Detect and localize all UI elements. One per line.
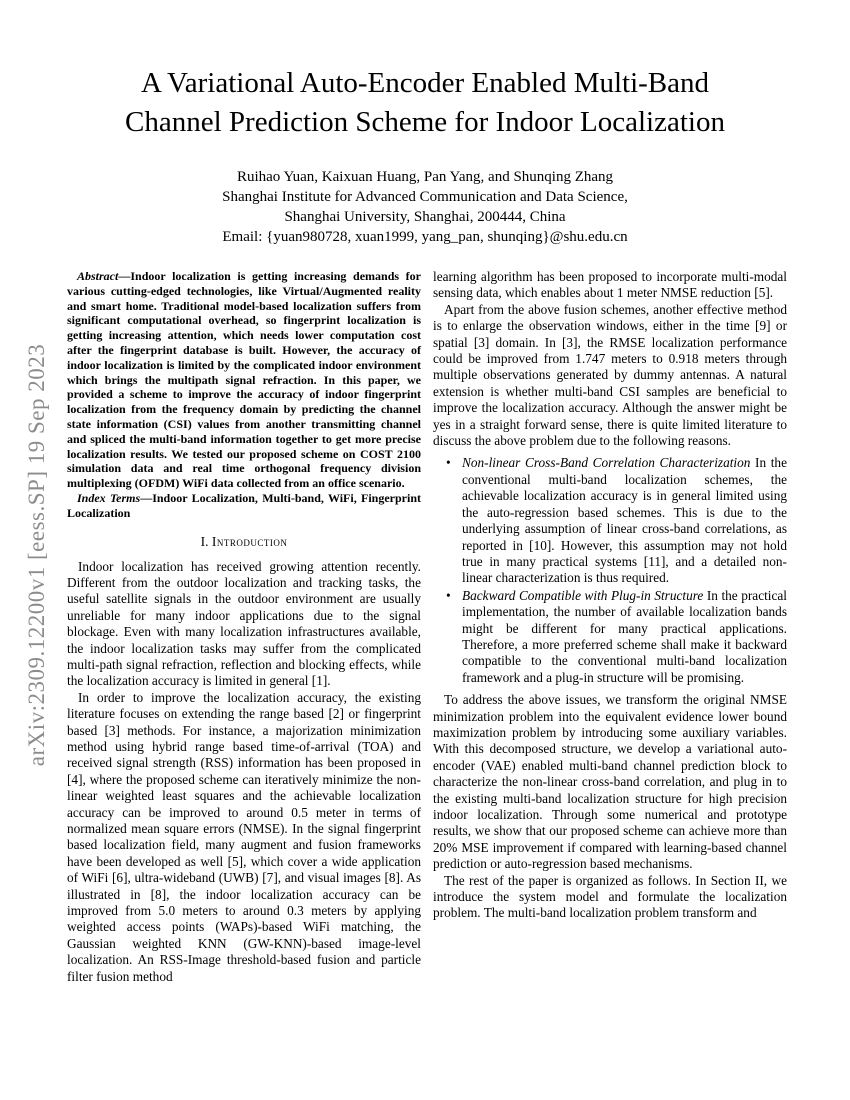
right-column <box>433 269 787 985</box>
paper-header <box>0 0 850 247</box>
bullet-item-cross-band <box>433 455 787 586</box>
abstract-label: Abstract <box>77 269 119 283</box>
email-line: Email: {yuan980728, xuan1999, yang_pan, shunqing}@shu.edu.cn <box>222 229 628 245</box>
bullet-lead-backward-compatible: Backward Compatible with Plug-in Structure <box>462 587 704 603</box>
abstract-text: —Indoor localization is getting increasing demands for various cutting-edged technologies, like Virtual/Augmented reality and smart home. Traditional model-based localization suffers from significant computational overhead, so fingerprint localization is getting increasing attention, which needs lower computation cost after the fingerprint database is built. However, the accuracy of indoor localization is limited by the complicated indoor environment which brings the multipath signal refraction. In this paper, we provided a scheme to improve the accuracy of indoor fingerprint localization from the frequency domain by predicting the channel state information (CSI) values from another transmitting channel and spliced the multi-band information together to get more precise localization results. We tested our proposed scheme on COST 2100 simulation data and real time orthogonal frequency division multiplexing (OFDM) WiFi data collected from an office scenario. <box>67 269 421 491</box>
paper-organization-paragraph: The rest of the paper is organized as follows. In Section II, we introduce the system model and formulate the localization problem. The multi-band localization problem transform and <box>433 872 787 921</box>
intro-paragraph-3: Apart from the above fusion schemes, another effective method is to enlarge the observation windows, either in the time [9] or spatial [3] domain. In [3], the RMSE localization performance could be improved from 1.747 meters to 0.918 meters through multiple observations generated by dummy antennas. A natural extension is whether multi-band CSI samples are beneficial to improve the localization accuracy. Although the answer might be yes in a straight forward sense, there is quite limited literature to discuss the above problem due to the following reasons. <box>433 301 787 449</box>
index-terms-paragraph <box>67 491 421 521</box>
contribution-paragraph: To address the above issues, we transform the original NMSE minimization problem into the equivalent evidence lower bound maximization problem by introducing some auxiliary variables. With this decomposed structure, we develop a variational auto-encoder (VAE) enabled multi-band channel prediction block to characterize the non-linear cross-band correlation, and plug in to the existing multi-band localization structure for high precision indoor localization. Through some numerical and prototype results, we show that our proposed scheme can achieve more than 20% MSE improvement if compared with learning-based channel prediction or auto-regression based mechanisms. <box>433 692 787 872</box>
abstract-paragraph <box>67 269 421 491</box>
arxiv-watermark: arXiv:2309.12200v1 [eess.SP] 19 Sep 2023 <box>24 343 49 767</box>
paper-title <box>0 64 850 142</box>
bullet-text-cross-band: In the conventional multi-band localization schemes, the achievable localization accuracy is in general limited using the auto-regression based schemes. This is due to the underlying assumption of linear cross-band correlations, as reported in [10]. However, this assumption may not hold true in many practical systems [11], and a detailed non-linear characterization is thus required. <box>462 455 787 586</box>
reasons-bullet-list <box>433 455 787 686</box>
paper-title-line-1: A Variational Auto-Encoder Enabled Multi-Band <box>140 67 710 99</box>
index-terms-label: Index Terms <box>77 490 141 505</box>
intro-paragraph-1: Indoor localization has received growing attention recently. Different from the outdoor localization and tracking tasks, the useful satellite signals in the outdoor environment are usually unreliable for many indoor applications due to the signal blockage. Even with many localization infrastructures available, the indoor localization tasks may suffer from the complicated multi-path signal refraction, reflection and blocking effects, while the localization accuracy is limited in general [1]. <box>67 558 421 689</box>
section-number: I. <box>200 533 209 549</box>
index-terms-text: —Indoor Localization, Multi-band, WiFi, Fingerprint Localization <box>67 490 421 520</box>
left-column <box>67 269 421 985</box>
two-column-body <box>67 269 787 985</box>
bullet-item-backward-compatible <box>433 588 787 686</box>
section-heading-introduction <box>67 534 421 550</box>
affiliation-line-1: Shanghai Institute for Advanced Communication and Data Science, <box>222 189 628 205</box>
bullet-text-backward-compatible: In the practical implementation, the number of available localization bands might be different for many practical applications. Therefore, a more preferred scheme shall make it backward compatible to the conventional multi-band localization framework and a plug-in structure will be promising. <box>462 587 787 685</box>
bullet-lead-cross-band: Non-linear Cross-Band Correlation Characterization <box>462 455 751 471</box>
paper-title-line-2: Channel Prediction Scheme for Indoor Localization <box>125 106 725 138</box>
author-block <box>0 167 850 247</box>
affiliation-line-2: Shanghai University, Shanghai, 200444, China <box>284 209 566 225</box>
intro-paragraph-2-continued: learning algorithm has been proposed to incorporate multi-modal sensing data, which enables about 1 meter NMSE reduction [5]. <box>433 269 787 301</box>
section-title: Introduction <box>211 533 288 549</box>
intro-paragraph-2: In order to improve the localization accuracy, the existing literature focuses on extending the range based [2] or fingerprint based [3] methods. For instance, a majorization minimization method using hybrid range based time-of-arrival (TOA) and received signal strength (RSS) information has been proposed in [4], where the proposed scheme can iteratively minimize the non-linear weighted least squares and the achievable localization accuracy can be improved to around 0.5 meter in terms of normalized mean square errors (NMSE). In the signal fingerprint based localization field, many augment and fusion frameworks have been developed as well [5], which cover a wide application of WiFi [6], ultra-wideband (UWB) [7], and visual images [8]. As illustrated in [8], the indoor localization accuracy can be improved from 5.0 meters to around 0.3 meters by applying weighted access points (WAPs)-based WiFi matching, the Gaussian weighted KNN (GW-KNN)-based image-level localization. An RSS-Image threshold-based fusion and particle filter fusion method <box>67 689 421 984</box>
author-line: Ruihao Yuan, Kaixuan Huang, Pan Yang, and Shunqing Zhang <box>236 169 614 185</box>
